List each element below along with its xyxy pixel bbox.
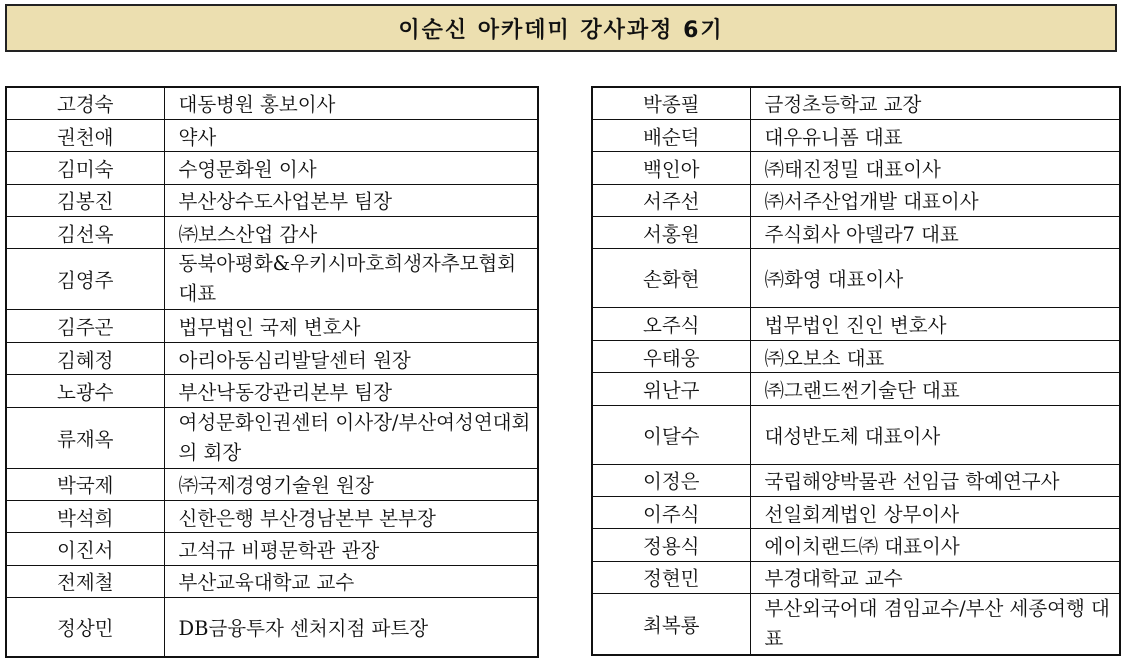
- person-name: 정상민: [6, 598, 164, 657]
- person-name: 이진서: [6, 533, 164, 565]
- table-row: [592, 464, 1120, 496]
- table-row: [6, 310, 538, 342]
- table-row: [592, 184, 1120, 216]
- person-role: 부경대학교 교수: [750, 561, 1120, 593]
- person-name: 우태웅: [592, 340, 750, 372]
- table-row: [6, 217, 538, 249]
- table-row: [6, 407, 538, 468]
- table-row: [592, 529, 1120, 561]
- table-row: [592, 87, 1120, 119]
- table-row: [6, 249, 538, 310]
- person-role: 주식회사 아델라7 대표: [750, 217, 1120, 249]
- person-name: 김주곤: [6, 310, 164, 342]
- person-name: 전제철: [6, 565, 164, 597]
- person-name: 백인아: [592, 152, 750, 184]
- left-roster-table: [5, 86, 539, 658]
- person-name: 노광수: [6, 375, 164, 407]
- person-role: 동북아평화&우키시마호희생자추모협회 대표: [164, 249, 538, 310]
- table-row: [592, 561, 1120, 593]
- person-name: 정현민: [592, 561, 750, 593]
- table-row: [592, 152, 1120, 184]
- person-name: 류재옥: [6, 407, 164, 468]
- person-role: 부산낙동강관리본부 팀장: [164, 375, 538, 407]
- person-role: 약사: [164, 119, 538, 151]
- person-name: 김혜정: [6, 342, 164, 374]
- person-name: 권천애: [6, 119, 164, 151]
- person-role: 법무법인 국제 변호사: [164, 310, 538, 342]
- person-role: ㈜화영 대표이사: [750, 249, 1120, 308]
- table-row: [6, 533, 538, 565]
- table-row: [6, 119, 538, 151]
- person-name: 이정은: [592, 464, 750, 496]
- table-row: [592, 405, 1120, 464]
- table-row: [592, 217, 1120, 249]
- person-name: 최복룡: [592, 594, 750, 656]
- person-role: 아리아동심리발달센터 원장: [164, 342, 538, 374]
- person-name: 정용식: [592, 529, 750, 561]
- person-role: 국립해양박물관 선임급 학예연구사: [750, 464, 1120, 496]
- table-row: [6, 87, 538, 119]
- person-name: 서홍원: [592, 217, 750, 249]
- person-name: 박국제: [6, 468, 164, 500]
- table-row: [6, 152, 538, 184]
- person-role: 부산외국어대 겸임교수/부산 세종여행 대표: [750, 594, 1120, 656]
- person-role: 대동병원 홍보이사: [164, 87, 538, 119]
- person-role: ㈜서주산업개발 대표이사: [750, 184, 1120, 216]
- person-name: 박종필: [592, 87, 750, 119]
- table-row: [592, 308, 1120, 340]
- person-role: ㈜태진정밀 대표이사: [750, 152, 1120, 184]
- person-role: 수영문화원 이사: [164, 152, 538, 184]
- table-row: [6, 565, 538, 597]
- person-role: ㈜그랜드썬기술단 대표: [750, 373, 1120, 405]
- person-role: ㈜보스산업 감사: [164, 217, 538, 249]
- table-row: [6, 501, 538, 533]
- person-role: 부산교육대학교 교수: [164, 565, 538, 597]
- person-name: 김영주: [6, 249, 164, 310]
- person-role: ㈜오보소 대표: [750, 340, 1120, 372]
- person-name: 박석희: [6, 501, 164, 533]
- person-name: 이주식: [592, 497, 750, 529]
- right-roster-table: [591, 86, 1121, 656]
- person-role: 고석규 비평문학관 관장: [164, 533, 538, 565]
- table-row: [6, 184, 538, 216]
- person-role: 대성반도체 대표이사: [750, 405, 1120, 464]
- person-name: 서주선: [592, 184, 750, 216]
- page-title: 이순신 아카데미 강사과정 6기: [398, 17, 724, 43]
- person-role: 에이치랜드㈜ 대표이사: [750, 529, 1120, 561]
- person-name: 손화현: [592, 249, 750, 308]
- table-row: [592, 249, 1120, 308]
- person-name: 고경숙: [6, 87, 164, 119]
- person-name: 김선옥: [6, 217, 164, 249]
- person-name: 김봉진: [6, 184, 164, 216]
- table-row: [6, 468, 538, 500]
- table-row: [6, 375, 538, 407]
- person-role: ㈜국제경영기술원 원장: [164, 468, 538, 500]
- person-name: 배순덕: [592, 119, 750, 151]
- person-role: 대우유니폼 대표: [750, 119, 1120, 151]
- person-role: 신한은행 부산경남본부 본부장: [164, 501, 538, 533]
- person-name: 위난구: [592, 373, 750, 405]
- table-row: [592, 594, 1120, 656]
- table-row: [592, 340, 1120, 372]
- person-name: 오주식: [592, 308, 750, 340]
- person-role: 여성문화인권센터 이사장/부산여성연대회의 회장: [164, 407, 538, 468]
- table-row: [592, 497, 1120, 529]
- person-role: 선일회계법인 상무이사: [750, 497, 1120, 529]
- title-banner: [5, 4, 1117, 52]
- person-role: 법무법인 진인 변호사: [750, 308, 1120, 340]
- person-name: 이달수: [592, 405, 750, 464]
- table-row: [592, 373, 1120, 405]
- person-role: 금정초등학교 교장: [750, 87, 1120, 119]
- table-row: [6, 598, 538, 657]
- table-row: [6, 342, 538, 374]
- table-row: [592, 119, 1120, 151]
- person-role: 부산상수도사업본부 팀장: [164, 184, 538, 216]
- person-role: DB금융투자 센처지점 파트장: [164, 598, 538, 657]
- person-name: 김미숙: [6, 152, 164, 184]
